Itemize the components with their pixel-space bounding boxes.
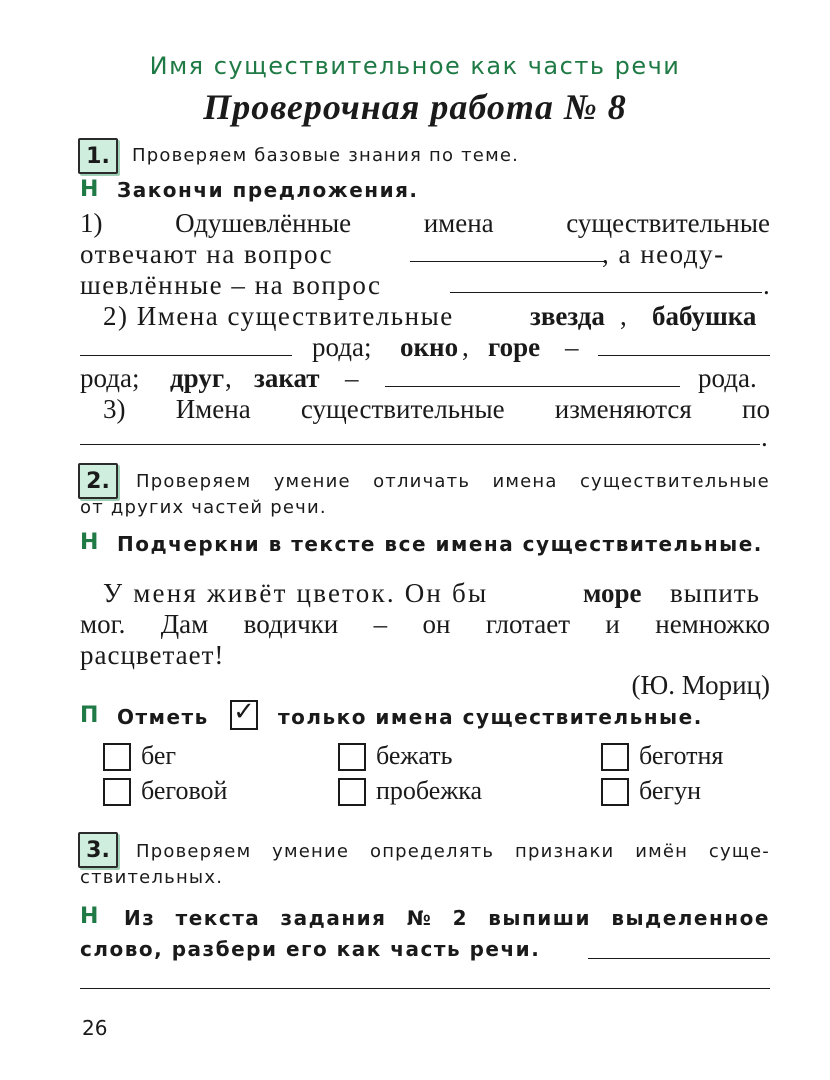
answer-line-question-inanimate[interactable]: [450, 292, 762, 293]
section-2-badge: 2.: [78, 463, 118, 499]
section-2-task: Подчеркни в тексте все имена существительные.: [117, 532, 763, 556]
answer-line-gender-2[interactable]: [598, 355, 770, 356]
poem-line-1b: выпить: [670, 578, 760, 608]
section-3-task-line-1: Из текста задания № 2 выпиши выделенное: [124, 906, 770, 930]
answer-line-gender-3[interactable]: [385, 386, 680, 387]
s1-line-6-end: рода.: [698, 363, 757, 393]
section-1-badge: 1.: [78, 138, 118, 174]
s1-line-3a: шевлённые – на вопрос: [80, 270, 382, 300]
s1-word-zvezda: звезда: [530, 301, 605, 331]
section-3-task-line-2: слово, разбери его как часть речи.: [80, 937, 541, 961]
section-2-intro-line-2: от других частей речи.: [80, 497, 327, 518]
s1-line-5a: рода;: [312, 332, 372, 362]
s1-word-drug: друг: [170, 363, 225, 393]
s1-line-1: 1) Одушевлённые имена существительные: [80, 208, 770, 238]
section-1-level-mark: Н: [80, 177, 99, 202]
page-topic: Имя существительное как часть речи: [149, 52, 681, 80]
option-begotnya: беготня: [639, 741, 724, 770]
checkbox-bezhat[interactable]: [338, 743, 366, 771]
page-title: Проверочная работа № 8: [203, 87, 627, 127]
poem-word-more: море: [583, 578, 642, 608]
option-begovoy: беговой: [141, 776, 228, 805]
s1-word-zakat: закат: [254, 363, 320, 393]
answer-line-parse-1[interactable]: [588, 958, 770, 959]
section-2-intro-line-1: Проверяем умение отличать имена существительные: [136, 471, 770, 492]
s1-comma-3: ,: [225, 363, 232, 393]
section-2-level-mark: Н: [80, 530, 99, 555]
section-1-intro: Проверяем базовые знания по теме.: [132, 145, 520, 166]
s1-line-2b: , а неоду-: [602, 239, 725, 269]
checkbox-beg[interactable]: [103, 743, 131, 771]
section-3-level-mark: Н: [80, 904, 99, 929]
poem-author: (Ю. Мориц): [631, 670, 770, 700]
section-2-level-mark-2: П: [80, 703, 99, 728]
section-1-task: Закончи предложения.: [117, 178, 419, 202]
s1-word-babushka: бабушка: [652, 301, 757, 331]
s1-line-7: 3) Имена существительные изменяются по: [103, 394, 770, 424]
s1-line-4a: 2) Имена существительные: [103, 301, 454, 331]
s1-line-6a: рода;: [80, 363, 140, 393]
section-2-task-2b: только имена существительные.: [278, 705, 703, 729]
section-2-task-2a: Отметь: [117, 705, 209, 729]
poem-line-1a: У меня живёт цветок. Он бы: [103, 578, 489, 608]
answer-line-parse-2[interactable]: [80, 988, 770, 989]
checkbox-begun[interactable]: [601, 778, 629, 806]
poem-line-2: мог. Дам водички – он глотает и немножко: [80, 609, 770, 639]
answer-line-changes[interactable]: [80, 444, 760, 445]
option-probezhka: пробежка: [376, 776, 483, 805]
checkbox-begovoy[interactable]: [103, 778, 131, 806]
s1-line-8-end: .: [761, 422, 768, 452]
page-number: 26: [82, 1016, 108, 1040]
option-begun: бегун: [639, 776, 702, 805]
section-3-intro-line-1: Проверяем умение определять признаки имён суще-: [136, 841, 770, 862]
section-3-badge: 3.: [78, 832, 118, 868]
s1-line-3-end: .: [763, 270, 770, 300]
checkbox-begotnya[interactable]: [601, 743, 629, 771]
answer-line-question-animate[interactable]: [410, 261, 605, 262]
s1-word-okno: окно: [400, 332, 459, 362]
s1-comma-1: ,: [620, 301, 627, 331]
s1-word-gore: горе: [488, 332, 541, 362]
s1-dash-2: –: [345, 363, 359, 393]
s1-comma-2: ,: [462, 332, 469, 362]
answer-line-gender-1[interactable]: [80, 355, 292, 356]
section-3-intro-line-2: ствительных.: [80, 867, 224, 888]
checkmark-icon: ✓: [233, 697, 255, 727]
option-beg: бег: [141, 741, 177, 770]
option-bezhat: бежать: [376, 741, 453, 770]
poem-line-3: расцветает!: [80, 640, 225, 670]
s1-dash-1: –: [565, 332, 579, 362]
s1-line-2a: отвечают на вопрос: [80, 239, 334, 269]
checkbox-probezhka[interactable]: [338, 778, 366, 806]
